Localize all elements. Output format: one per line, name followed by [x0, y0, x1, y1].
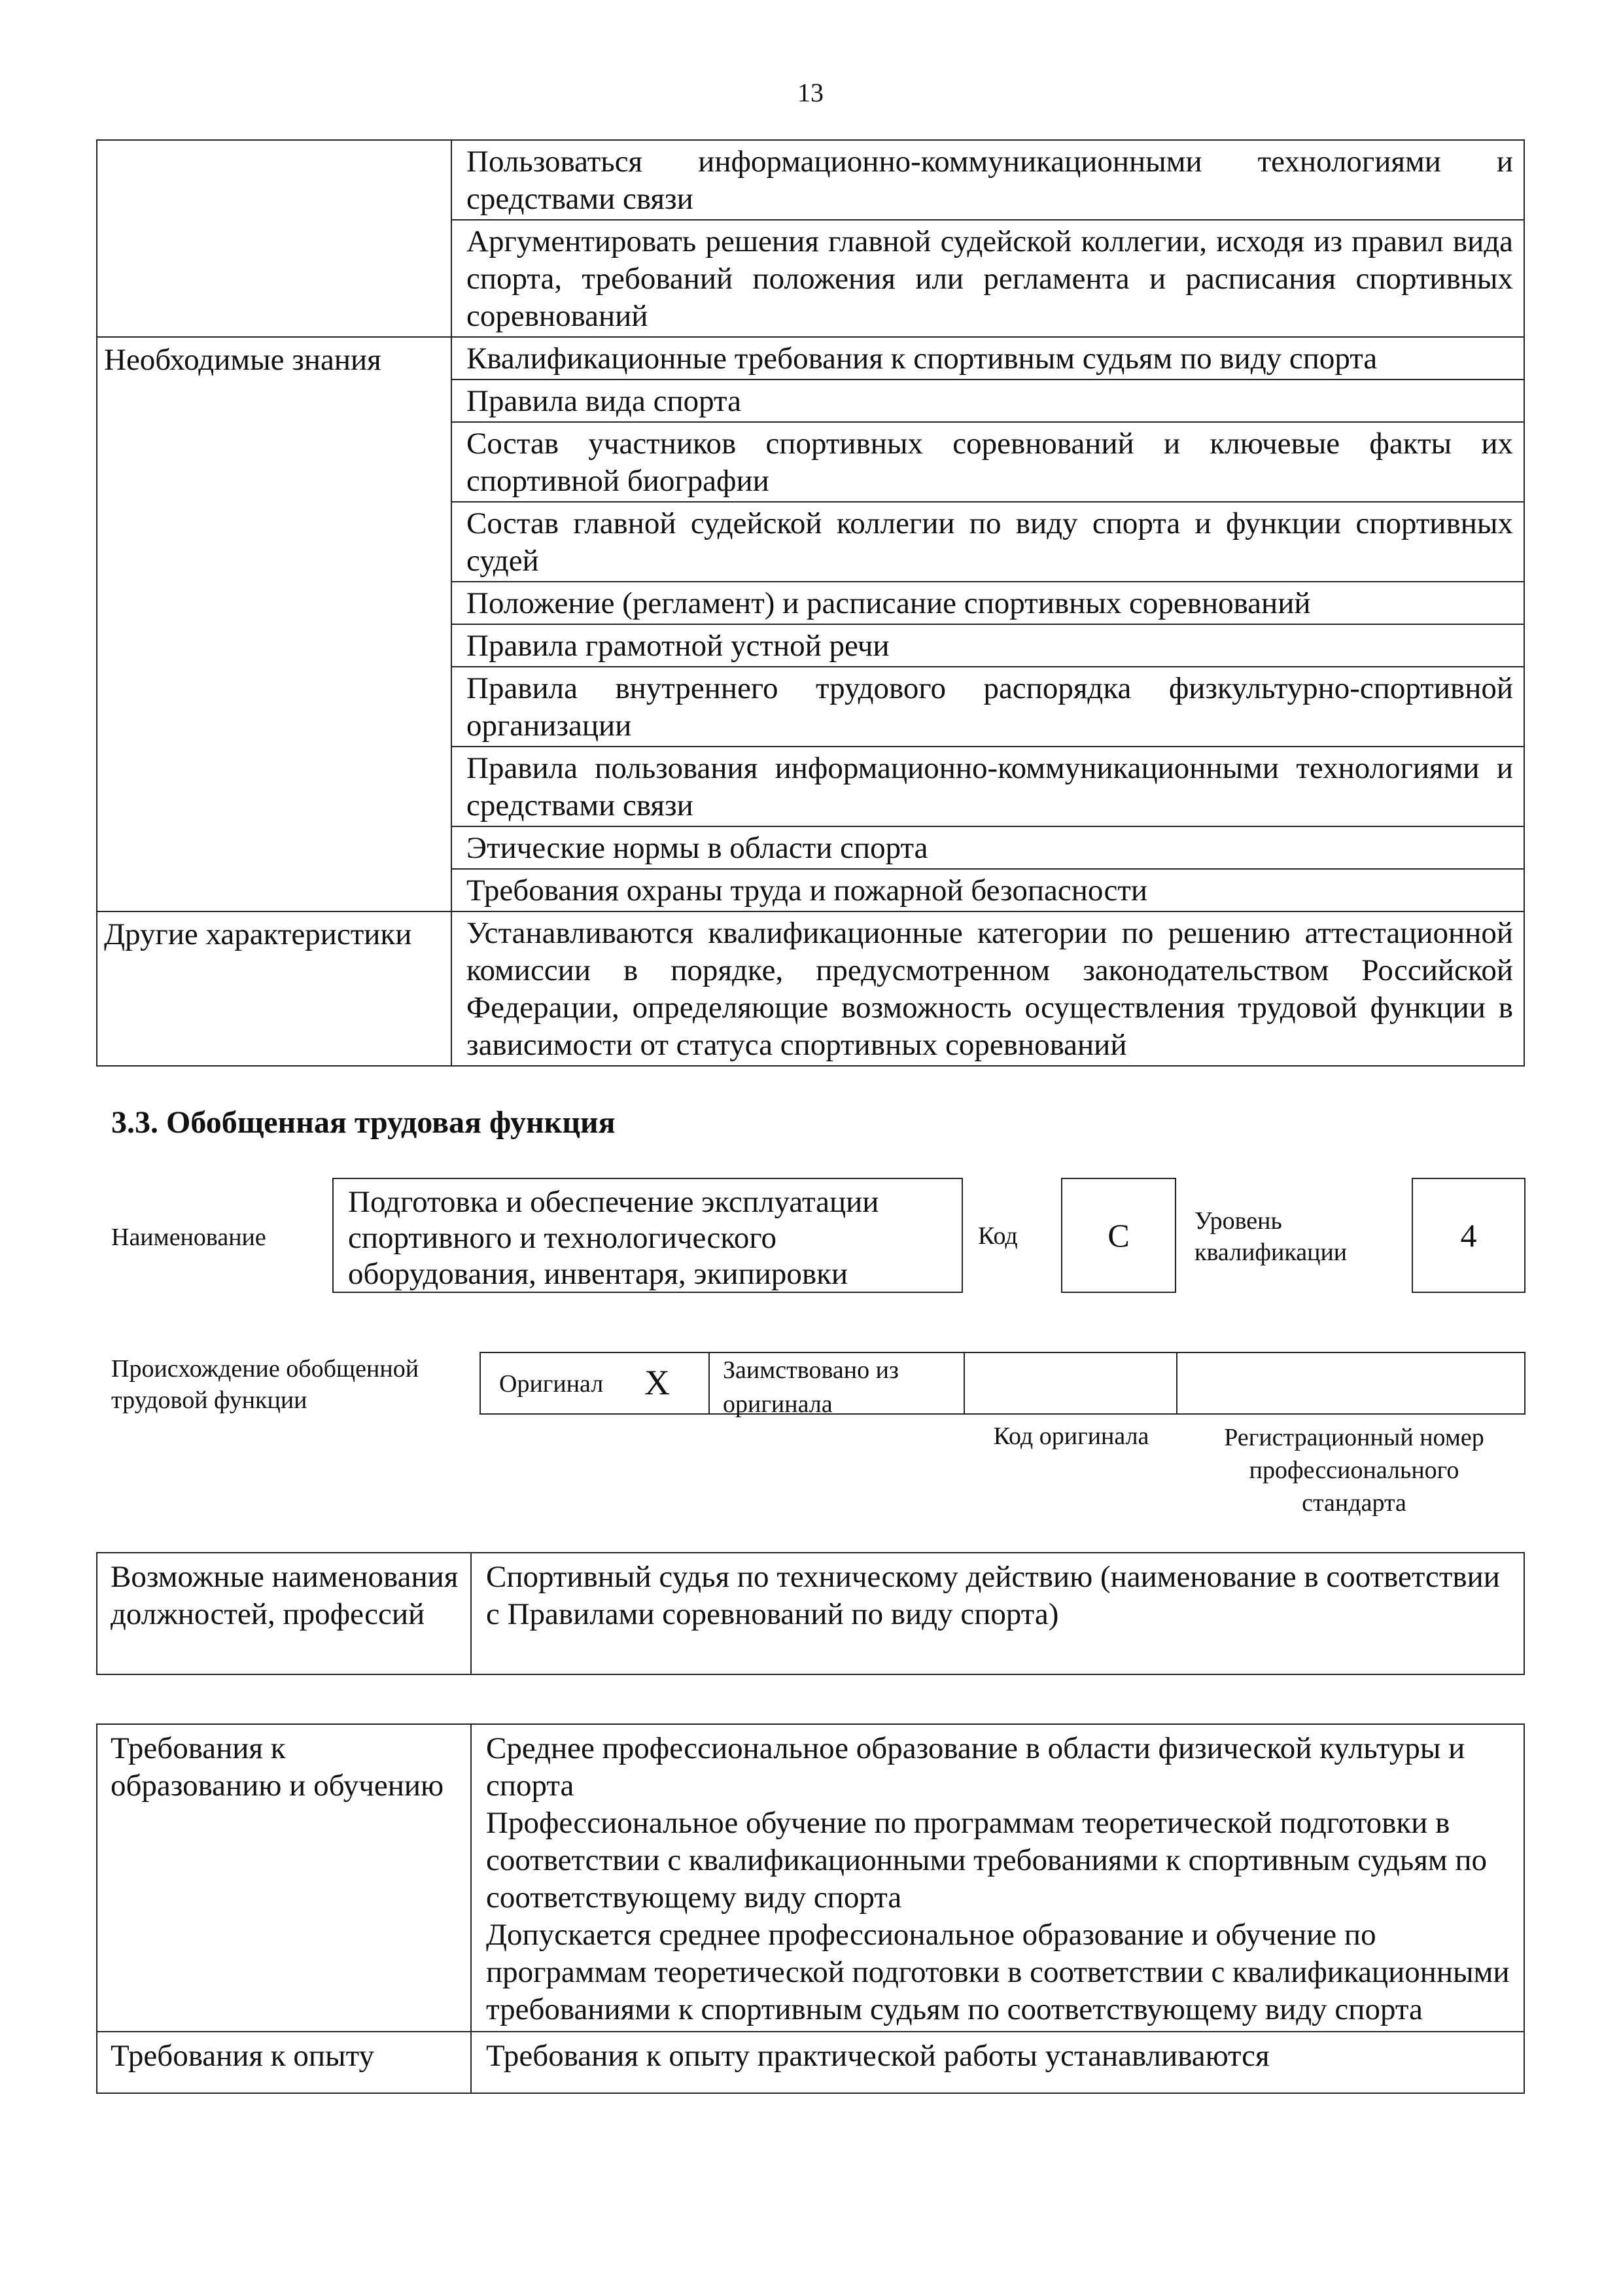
education-value	[471, 1724, 1524, 2032]
knowledge-item: Правила вида спорта	[451, 380, 1524, 422]
section-heading: 3.3. Обобщенная трудовая функция	[111, 1105, 616, 1140]
skill-item: Аргументировать решения главной судейской коллегии, исходя из правил вида спорта, требований положения или регламента и расписания спортивных соревнований	[451, 220, 1524, 337]
origin-row	[479, 1352, 1526, 1418]
original-label: Оригинал	[499, 1370, 604, 1398]
borrowed-label: Заимствовано из оригинала	[723, 1356, 899, 1418]
name-label: Наименование	[111, 1224, 266, 1251]
knowledge-item: Состав главной судейской коллегии по виду спорта и функции спортивных судей	[451, 502, 1524, 582]
skills-knowledge-table	[96, 139, 1525, 1067]
requirements-table	[96, 1723, 1525, 2094]
borrowed-cell	[708, 1352, 965, 1418]
knowledge-item: Положение (регламент) и расписание спортивных соревнований	[451, 582, 1524, 624]
code-original-caption: Код оригинала	[993, 1422, 1149, 1450]
knowledge-item: Квалификационные требования к спортивным судьям по виду спорта	[451, 337, 1524, 380]
function-name-box: Подготовка и обеспечение эксплуатации спортивного и технологического оборудования, инвентаря, экипировки	[332, 1178, 963, 1293]
group-label-knowledge: Необходимые знания	[97, 337, 451, 911]
possible-positions-table	[96, 1552, 1525, 1675]
page-number: 13	[797, 78, 824, 107]
table-row	[97, 2032, 1524, 2093]
level-value-box: 4	[1412, 1178, 1525, 1293]
education-line: Среднее профессиональное образование в области физической культуры и спорта	[486, 1731, 1465, 1803]
experience-label: Требования к опыту	[97, 2032, 471, 2093]
table-row	[97, 1553, 1524, 1674]
group-label-empty	[97, 140, 451, 337]
positions-label: Возможные наименования должностей, профессий	[97, 1553, 471, 1674]
experience-line: Требования к опыту практической работы устанавливаются	[486, 2039, 1270, 2073]
skill-item: Пользоваться информационно-коммуникационными технологиями и средствами связи	[451, 140, 1524, 220]
education-line: Допускается среднее профессиональное образование и обучение по программам теоретической подготовки в соответствии с квалификационными требованиями к спортивным судьям по соответствующему виду спорта	[486, 1918, 1510, 2026]
group-label-other: Другие характеристики	[97, 911, 451, 1066]
registration-number-cell	[1177, 1352, 1525, 1415]
knowledge-item: Правила грамотной устной речи	[451, 624, 1524, 667]
code-label: Код	[978, 1222, 1018, 1250]
table-row	[97, 911, 1524, 1066]
positions-value: Спортивный судья по техническому действию (наименование в соответствии с Правилами соревнований по виду спорта)	[471, 1553, 1524, 1674]
table-row	[97, 1724, 1524, 2032]
original-mark: Х	[644, 1363, 670, 1402]
other-item: Устанавливаются квалификационные категории по решению аттестационной комиссии в порядке, предусмотренном законодательством Российской Федерации, определяющие возможность осуществления трудовой функции в зависимости от статуса спортивных соревнований	[451, 911, 1524, 1066]
knowledge-item: Правила пользования информационно-коммуникационными технологиями и средствами связи	[451, 747, 1524, 826]
knowledge-item: Требования охраны труда и пожарной безопасности	[451, 869, 1524, 911]
table-row	[97, 337, 1524, 380]
table-row	[97, 140, 1524, 220]
code-value-box: С	[1061, 1178, 1176, 1293]
education-label: Требования к образованию и обучению	[97, 1724, 471, 2032]
original-code-cell	[965, 1352, 1177, 1415]
origin-label: Происхождение обобщенной трудовой функции	[111, 1355, 419, 1414]
level-label: Уровень квалификации	[1194, 1207, 1348, 1266]
registration-number-caption: Регистрационный номер профессионального стандарта	[1224, 1424, 1484, 1517]
knowledge-item: Состав участников спортивных соревнований и ключевые факты их спортивной биографии	[451, 422, 1524, 502]
experience-value	[471, 2032, 1524, 2093]
knowledge-item: Правила внутреннего трудового распорядка физкультурно-спортивной организации	[451, 667, 1524, 747]
knowledge-item: Этические нормы в области спорта	[451, 826, 1524, 869]
education-line: Профессиональное обучение по программам теоретической подготовки в соответствии с квалификационными требованиями к спортивным судьям по соответствующему виду спорта	[486, 1806, 1488, 1915]
original-cell	[479, 1352, 708, 1415]
